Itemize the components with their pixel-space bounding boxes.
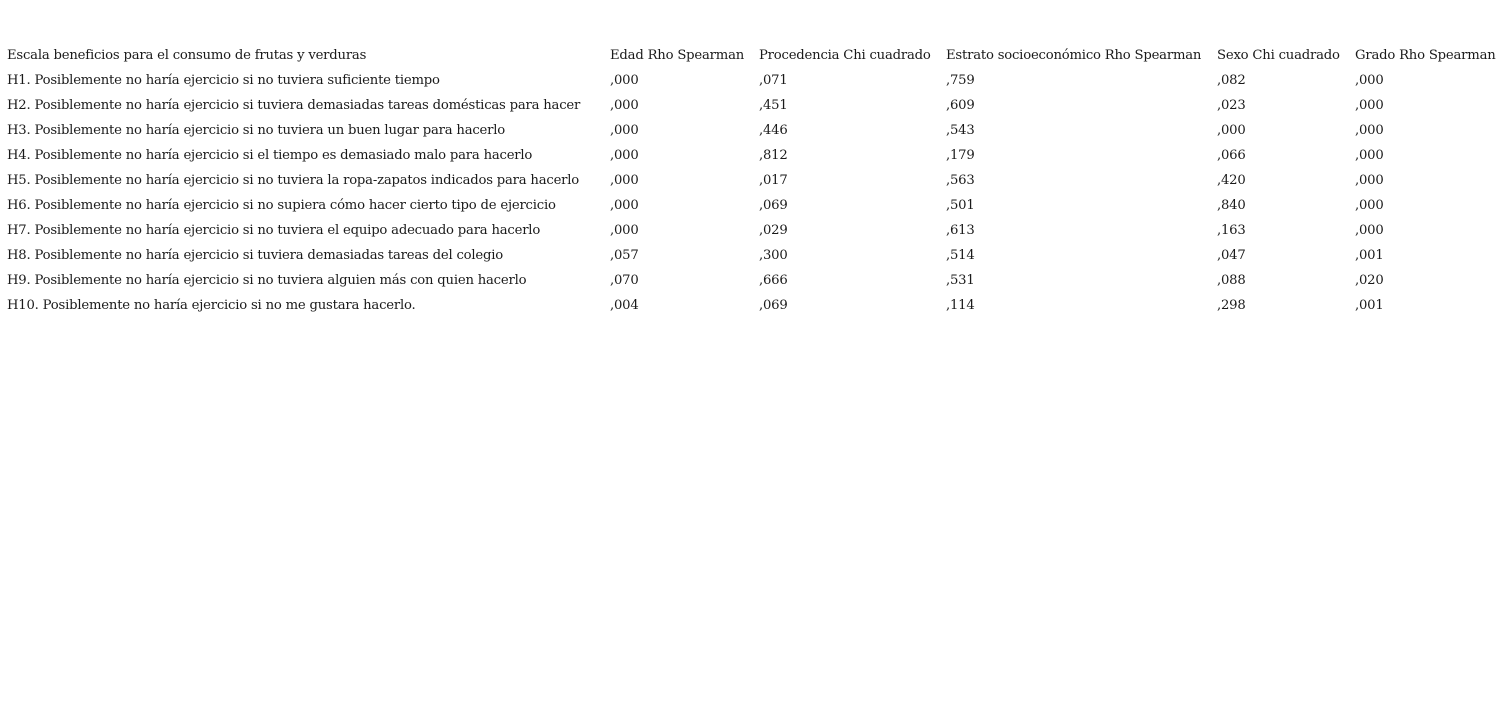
cell-origin: ,017 (759, 173, 788, 188)
cell-origin: ,300 (759, 248, 788, 263)
table-row (7, 268, 1505, 293)
cell-age: ,000 (610, 73, 639, 88)
cell-origin: ,812 (759, 148, 788, 163)
header-grade: Grado Rho Spearman (1355, 48, 1496, 63)
header-sex: Sexo Chi cuadrado (1217, 48, 1340, 63)
cell-sex: ,088 (1217, 273, 1246, 288)
table-row (7, 218, 1505, 243)
table-row (7, 143, 1505, 168)
table-row (7, 168, 1505, 193)
table-row (7, 243, 1505, 268)
cell-item: H5. Posiblemente no haría ejercicio si no tuviera la ropa-zapatos indicados para hacerlo (7, 173, 580, 188)
cell-socioeconomic: ,609 (946, 98, 975, 113)
cell-origin: ,071 (759, 73, 788, 88)
header-origin: Procedencia Chi cuadrado (759, 48, 931, 63)
cell-grade: ,000 (1355, 123, 1384, 138)
cell-item: H7. Posiblemente no haría ejercicio si no tuviera el equipo adecuado para hacerlo (7, 223, 541, 238)
cell-sex: ,082 (1217, 73, 1246, 88)
cell-item: H10. Posiblemente no haría ejercicio si no me gustara hacerlo. (7, 298, 416, 313)
cell-grade: ,001 (1355, 298, 1384, 313)
cell-sex: ,000 (1217, 123, 1246, 138)
table-row (7, 293, 1505, 318)
correlation-table-container (7, 43, 1505, 318)
cell-sex: ,023 (1217, 98, 1246, 113)
header-row (7, 43, 1505, 68)
cell-sex: ,840 (1217, 198, 1246, 213)
cell-item: H1. Posiblemente no haría ejercicio si no tuviera suficiente tiempo (7, 73, 440, 88)
cell-socioeconomic: ,114 (946, 298, 975, 313)
cell-item: H6. Posiblemente no haría ejercicio si no supiera cómo hacer cierto tipo de ejercicio (7, 198, 556, 213)
cell-socioeconomic: ,501 (946, 198, 975, 213)
cell-item: H4. Posiblemente no haría ejercicio si el tiempo es demasiado malo para hacerlo (7, 148, 533, 163)
cell-socioeconomic: ,613 (946, 223, 975, 238)
cell-origin: ,446 (759, 123, 788, 138)
cell-grade: ,000 (1355, 198, 1384, 213)
cell-origin: ,666 (759, 273, 788, 288)
table-body (7, 68, 1505, 318)
cell-socioeconomic: ,514 (946, 248, 975, 263)
cell-origin: ,451 (759, 98, 788, 113)
table-row (7, 93, 1505, 118)
cell-sex: ,066 (1217, 148, 1246, 163)
table-row (7, 118, 1505, 143)
cell-age: ,057 (610, 248, 639, 263)
cell-grade: ,000 (1355, 148, 1384, 163)
cell-age: ,070 (610, 273, 639, 288)
cell-grade: ,020 (1355, 273, 1384, 288)
cell-age: ,000 (610, 98, 639, 113)
cell-age: ,000 (610, 198, 639, 213)
cell-origin: ,069 (759, 298, 788, 313)
cell-grade: ,000 (1355, 223, 1384, 238)
cell-age: ,000 (610, 123, 639, 138)
cell-socioeconomic: ,759 (946, 73, 975, 88)
cell-grade: ,001 (1355, 248, 1384, 263)
cell-grade: ,000 (1355, 98, 1384, 113)
header-scale: Escala beneficios para el consumo de frutas y verduras (7, 48, 367, 63)
cell-sex: ,298 (1217, 298, 1246, 313)
table-row (7, 193, 1505, 218)
header-socioeconomic: Estrato socioeconómico Rho Spearman (946, 48, 1202, 63)
cell-item: H3. Posiblemente no haría ejercicio si no tuviera un buen lugar para hacerlo (7, 123, 506, 138)
cell-socioeconomic: ,179 (946, 148, 975, 163)
table-header (7, 43, 1505, 68)
cell-sex: ,163 (1217, 223, 1246, 238)
cell-age: ,000 (610, 148, 639, 163)
cell-origin: ,029 (759, 223, 788, 238)
cell-sex: ,420 (1217, 173, 1246, 188)
cell-origin: ,069 (759, 198, 788, 213)
cell-item: H8. Posiblemente no haría ejercicio si tuviera demasiadas tareas del colegio (7, 248, 504, 263)
cell-age: ,004 (610, 298, 639, 313)
cell-sex: ,047 (1217, 248, 1246, 263)
table-row (7, 68, 1505, 93)
cell-item: H2. Posiblemente no haría ejercicio si tuviera demasiadas tareas domésticas para hacer (7, 98, 581, 113)
cell-age: ,000 (610, 223, 639, 238)
cell-socioeconomic: ,543 (946, 123, 975, 138)
cell-grade: ,000 (1355, 173, 1384, 188)
cell-socioeconomic: ,531 (946, 273, 975, 288)
cell-item: H9. Posiblemente no haría ejercicio si no tuviera alguien más con quien hacerlo (7, 273, 527, 288)
correlation-table (7, 43, 1505, 318)
cell-socioeconomic: ,563 (946, 173, 975, 188)
cell-age: ,000 (610, 173, 639, 188)
header-age: Edad Rho Spearman (610, 48, 745, 63)
cell-grade: ,000 (1355, 73, 1384, 88)
